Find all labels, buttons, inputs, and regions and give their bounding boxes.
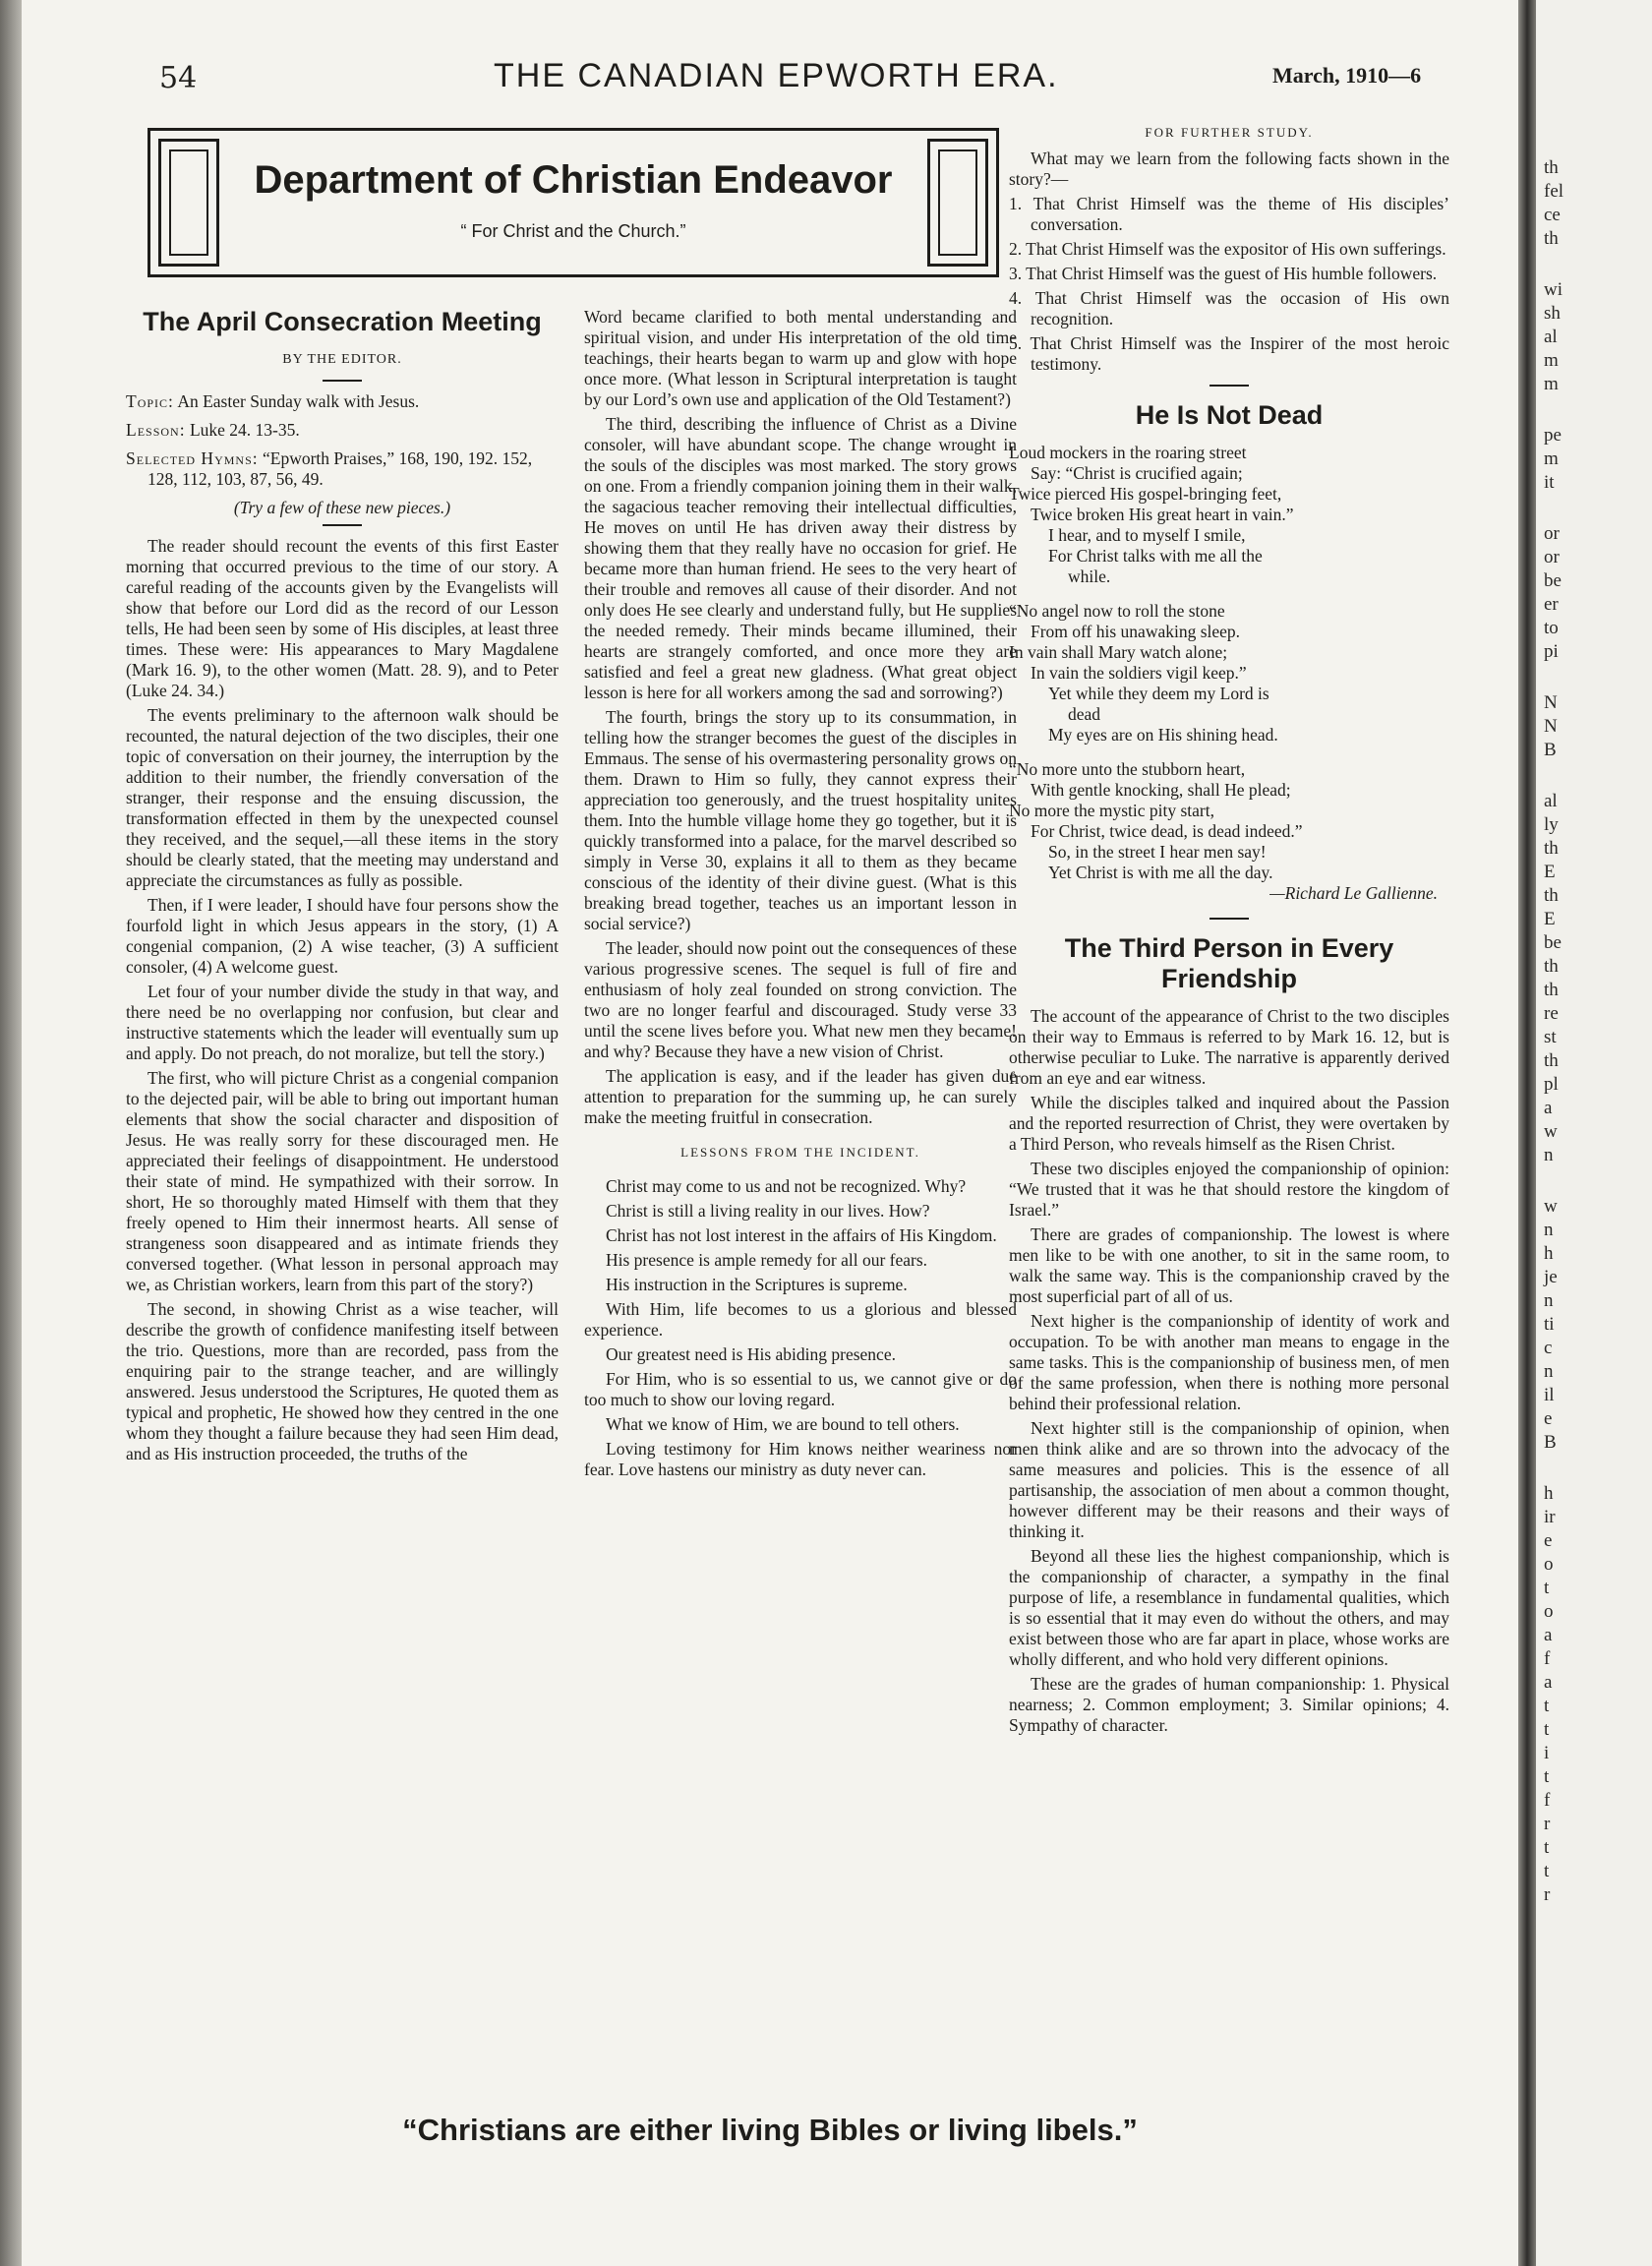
fragment-text: t	[1544, 1578, 1550, 1598]
scan-left-edge	[0, 0, 22, 2266]
poem-line: “No angel now to roll the stone	[1009, 601, 1225, 621]
fragment-text: B	[1544, 740, 1557, 760]
list-item: 1. That Christ Himself was the theme of His disciples’ conversation.	[1009, 194, 1449, 234]
fragment-text: or	[1544, 547, 1560, 567]
paragraph: The second, in showing Christ as a wise teacher, will describe the growth of confidence manifesting itself between the trio. Questions, more than are recorded, pass from the enquiring pair to the strange teacher, and are willingly answered. Jesus understood the Scriptures, He quoted them as typical and prophetic, He showed how they centred in the one whom they thought a failure because they had seen Him dead, and as His instruction proceeded, the truths of the	[126, 1299, 559, 1463]
department-motto: “ For Christ and the Church.”	[460, 221, 686, 241]
poem-body	[1009, 443, 1449, 904]
poem-line: For Christ talks with me all the	[1048, 546, 1263, 566]
fragment-text: st	[1544, 1027, 1557, 1047]
paragraph: The application is easy, and if the leader has given due attention to preparation for the summing up, he can surely make the meeting fruitful in consecration.	[584, 1066, 1017, 1127]
article-title-third-person: The Third Person in Every Friendship	[1064, 933, 1394, 993]
poem-line: Say: “Christ is crucified again;	[1031, 463, 1243, 483]
poem-line: Twice pierced His gospel-bringing feet,	[1009, 484, 1282, 504]
article-title-consecration: The April Consecration Meeting	[143, 307, 542, 336]
poem-title: He Is Not Dead	[1135, 400, 1324, 430]
fragment-text: fel	[1544, 181, 1564, 202]
lesson-item: Our greatest need is His abiding presence.	[606, 1344, 896, 1364]
paragraph: These two disciples enjoyed the companionship of opinion: “We trusted that it was he that should restore the kingdom of Israel.”	[1009, 1159, 1449, 1220]
fragment-text: m	[1544, 374, 1559, 394]
fragment-text: m	[1544, 448, 1559, 469]
column-2	[584, 307, 1017, 1484]
fragment-text: t	[1544, 1861, 1550, 1881]
poem-line: In vain shall Mary watch alone;	[1009, 642, 1228, 662]
poem-line: Yet while they deem my Lord is	[1048, 684, 1269, 703]
paragraph: Next highter still is the companionship of opinion, when men think alike and are so thrown into the advocacy of the same measures and policies. This is the essence of all partisanship, the association of men about a common thought, however different may be their reasons and their ways of thinking it.	[1009, 1418, 1449, 1541]
paragraph: These are the grades of human companionship: 1. Physical nearness; 2. Common employment; 3. Similar opinions; 4. Sympathy of character.	[1009, 1674, 1449, 1735]
fragment-text: th	[1544, 838, 1559, 859]
lesson-item: Christ is still a living reality in our lives. How?	[606, 1201, 930, 1221]
fragment-text: be	[1544, 932, 1562, 953]
poem-line: No more the mystic pity start,	[1009, 801, 1214, 820]
stanza-gap	[1009, 745, 1449, 759]
list-item: 2. That Christ Himself was the expositor of His own sufferings.	[1009, 239, 1446, 259]
lesson-item: Christ has not lost interest in the affairs of His Kingdom.	[606, 1225, 997, 1245]
lesson-line: Lesson: Luke 24. 13-35.	[126, 420, 300, 440]
page-number: 54	[159, 61, 198, 95]
divider	[1210, 385, 1249, 387]
fragment-text: th	[1544, 1050, 1559, 1071]
lesson-item: His presence is ample remedy for all our fears.	[606, 1250, 928, 1270]
poem-line: Yet Christ is with me all the day.	[1048, 863, 1273, 882]
paragraph: Next higher is the companionship of identity of work and occupation. To be with another man means to engage in the same tasks. This is the companionship of business men, of men of the same profession, when there is nothing more personal behind their professional relation.	[1009, 1311, 1449, 1413]
poem-line: From off his unawaking sleep.	[1031, 622, 1241, 641]
fragment-text: h	[1544, 1483, 1554, 1504]
fragment-text: N	[1544, 716, 1558, 737]
department-banner	[148, 128, 999, 277]
lessons-heading: LESSONS FROM THE INCIDENT.	[680, 1145, 920, 1160]
divider	[323, 380, 362, 382]
fragment-text: n	[1544, 1220, 1554, 1240]
paragraph: Word became clarified to both mental understanding and spiritual vision, and under His interpretation of the old time teachings, their hearts began to warm up and glow with hope once more. (What lesson in Scriptural interpretation is taught by our Lord’s own use and application of the Old Testament?)	[584, 307, 1017, 409]
fragment-text: h	[1544, 1243, 1554, 1264]
paragraph: The third, describing the influence of Christ as a Divine consoler, will have abundant scope. The change wrought in the souls of the disciples was most marked. The story grows on one. From a friendly companion joining them in their walk, the sagacious teacher removing their intellectual difficulties, He moves on until He has driven away their distress by showing them that they really have no occasion for grief. He became more than human friend. He sees to the very heart of their trouble and removes all cause of their disorder. And not only does He see clearly and understand fully, but He supplies the needed remedy. Their minds became illumined, their hearts are strangely comforted, and once more they are satisfied and feel a great new gladness. (What great object lesson is here for all workers among the sad and sorrowing?)	[584, 414, 1017, 702]
stanza-gap	[1009, 587, 1449, 601]
paragraph: Then, if I were leader, I should have four persons show the fourfold light in which Jesus appears in the story, (1) A congenial companion, (2) A wise teacher, (3) A sufficient consoler, (4) A welcome guest.	[126, 895, 559, 977]
fragment-text: e	[1544, 1530, 1553, 1551]
fragment-text: a	[1544, 1672, 1553, 1693]
fragment-text: o	[1544, 1601, 1554, 1622]
fragment-text: ti	[1544, 1314, 1555, 1335]
fragment-text: th	[1544, 956, 1559, 977]
fragment-text: or	[1544, 523, 1560, 544]
fragment-text: t	[1544, 1719, 1550, 1740]
lesson-item: Christ may come to us and not be recognized. Why?	[606, 1176, 967, 1196]
byline: BY THE EDITOR.	[282, 352, 402, 367]
paragraph: While the disciples talked and inquired about the Passion and the reported resurrection of Christ, they were overtaken by a Third Person, who reveals himself as the Risen Christ.	[1009, 1093, 1449, 1154]
fragment-text: o	[1544, 1554, 1554, 1575]
fragment-text: be	[1544, 570, 1562, 591]
footer-quote: “Christians are either living Bibles or living libels.”	[402, 2113, 1138, 2147]
list-item: 4. That Christ Himself was the occasion of His own recognition.	[1009, 288, 1449, 328]
poem-author: —Richard Le Gallienne.	[1269, 883, 1438, 903]
fragment-text: pl	[1544, 1074, 1559, 1095]
fragment-text: n	[1544, 1145, 1554, 1165]
paragraph: The events preliminary to the afternoon walk should be recounted, the natural dejection of the two disciples, their one topic of conversation on their journey, the interruption by the addition to their number, the friendly conversation of the stranger, their response and the ensuing discussion, the transformation effected in them by the unexpected counsel they received, and the sequel,—all these items in the story should be clearly stated, that the meeting may understand and appreciate the circumstances as fully as possible.	[126, 705, 559, 890]
poem-line: Twice broken His great heart in vain.”	[1031, 505, 1294, 524]
fragment-text: sh	[1544, 303, 1561, 324]
fragment-text: B	[1544, 1432, 1557, 1453]
fragment-text: a	[1544, 1625, 1553, 1645]
fragment-text: th	[1544, 228, 1559, 249]
fragment-text: th	[1544, 885, 1559, 906]
poem-line: I hear, and to myself I smile,	[1048, 525, 1246, 545]
fragment-text: f	[1544, 1648, 1551, 1669]
paragraph: The leader, should now point out the consequences of these various progressive scenes. The sequel is full of fire and enthusiasm of holy zeal founded on strong conviction. The two are no longer fearful and discouraged. Study verse 33 until the scene lives before you. What new men they became! and why? Because they have a new vision of Christ.	[584, 938, 1017, 1061]
fragment-text: il	[1544, 1385, 1555, 1405]
further-study-heading: FOR FURTHER STUDY.	[1145, 125, 1314, 140]
hymns-note: (Try a few of these new pieces.)	[233, 498, 451, 517]
fragment-text: e	[1544, 1408, 1553, 1429]
book-gutter	[1518, 0, 1536, 2266]
poem-line: dead	[1068, 704, 1101, 724]
lesson-item: With Him, life becomes to us a glorious and blessed experience.	[584, 1299, 1017, 1340]
fragment-text: al	[1544, 327, 1558, 347]
paragraph: The reader should recount the events of this first Easter morning that occurred previous to the time of our story. A careful reading of the accounts given by the Evangelists will show that before our Lord did as the record of our Lesson tells, He had been seen by some of His disciples, at least three times. These were: His appearances to Mary Magdalene (Mark 16. 9), to the other women (Matt. 28. 9), and to Peter (Luke 24. 34.)	[126, 536, 559, 700]
paragraph: Beyond all these lies the highest companionship, which is the companionship of character, a sympathy in the final purpose of life, a resemblance in fundamental qualities, which is so essential that it may even do without the others, and may exist between those who are far apart in place, whose works are wholly different, and who hold very different opinions.	[1009, 1546, 1449, 1669]
lesson-item: His instruction in the Scriptures is supreme.	[606, 1275, 908, 1294]
fragment-text: a	[1544, 1098, 1553, 1118]
topic-line: Topic: An Easter Sunday walk with Jesus.	[126, 391, 420, 411]
list-item: 3. That Christ Himself was the guest of His humble followers.	[1009, 264, 1438, 283]
further-study-list	[1009, 194, 1449, 375]
hymns-line: Selected Hymns: “Epworth Praises,” 168, 190, 192. 152, 128, 112, 103, 87, 56, 49.	[126, 448, 533, 489]
paragraph: Let four of your number divide the study in that way, and there need be no overlapping nor confusion, but clear and instructive statements which the leader will eventually sum up and apply. Do not preach, do not moralize, but tell the story.)	[126, 982, 559, 1063]
poem-line: Loud mockers in the roaring street	[1009, 443, 1247, 462]
fragment-text: n	[1544, 1290, 1554, 1311]
fragment-text: pe	[1544, 425, 1562, 446]
fragment-text: n	[1544, 1361, 1554, 1382]
fragment-text: E	[1544, 862, 1556, 882]
fragment-text: re	[1544, 1003, 1559, 1024]
fragment-text: ly	[1544, 814, 1559, 835]
adjacent-page-fragment	[1536, 0, 1652, 2266]
column-3	[1009, 122, 1449, 1740]
paragraph: The fourth, brings the story up to its consummation, in telling how the stranger becomes the guest of the disciples in Emmaus. The sense of his overmastering personality grows on them. Drawn to Him so fully, they cannot express their appreciation too generously, and the truest hospitality unites them. Into the humble village home they go together, but it is quickly transformed into a palace, for the marvel described so simply in Verse 30, explains it all to them as they became conscious of the identity of their divine guest. (What is this breaking bread together, teaches us an important lesson in social service?)	[584, 707, 1017, 933]
lesson-item: What we know of Him, we are bound to tell others.	[606, 1414, 960, 1434]
fragment-text: r	[1544, 1814, 1551, 1834]
fragment-text: ir	[1544, 1507, 1556, 1527]
poem-line: while.	[1068, 566, 1111, 586]
poem-line: In vain the soldiers vigil keep.”	[1031, 663, 1247, 683]
fragment-text: to	[1544, 618, 1559, 638]
fragment-text: th	[1544, 980, 1559, 1000]
fragment-text: r	[1544, 1884, 1551, 1905]
poem-line: So, in the street I hear men say!	[1048, 842, 1267, 862]
list-item: 5. That Christ Himself was the Inspirer of the most heroic testimony.	[1009, 333, 1449, 374]
fragment-text: i	[1544, 1743, 1550, 1763]
fragment-text: w	[1544, 1196, 1558, 1217]
fragment-text: je	[1544, 1267, 1558, 1287]
poem-line: “No more unto the stubborn heart,	[1009, 759, 1246, 779]
fragment-text: w	[1544, 1121, 1558, 1142]
poem-line: With gentle knocking, shall He plead;	[1031, 780, 1291, 800]
further-study-intro: What may we learn from the following facts shown in the story?—	[1009, 149, 1449, 189]
poem-line: My eyes are on His shining head.	[1048, 725, 1278, 745]
masthead-title: THE CANADIAN EPWORTH ERA.	[494, 57, 1059, 94]
lesson-item: Loving testimony for Him knows neither weariness nor fear. Love hastens our ministry as duty never can.	[584, 1439, 1017, 1479]
paragraph: The first, who will picture Christ as a congenial companion to the dejected pair, will be able to bring out important human elements that show the social character and disposition of Jesus. He was really sorry for these discouraged men. He appreciated their feelings of disappointment. He understood their state of mind. He sympathized with their sorrow. In short, He so thoroughly mated Himself with them that they freely opened to Him their innermost hearts. All sense of strangeness soon disappeared and as intimate friends they conversed together. (What lesson in personal approach may we, as Christian workers, learn from this part of the story?)	[126, 1068, 559, 1294]
paragraph: The account of the appearance of Christ to the two disciples on their way to Emmaus is referred to by Mark 16. 12, but is otherwise peculiar to Luke. The narrative is apparently derived from an eye and ear witness.	[1009, 1006, 1449, 1088]
column-1	[126, 307, 559, 1468]
fragment-text: it	[1544, 472, 1555, 493]
fragment-text: m	[1544, 350, 1559, 371]
fragment-text: th	[1544, 157, 1559, 178]
fragment-text: t	[1544, 1837, 1550, 1858]
divider	[1210, 918, 1249, 920]
magazine-page	[22, 0, 1518, 2266]
department-title: Department of Christian Endeavor	[254, 158, 893, 202]
poem-line: For Christ, twice dead, is dead indeed.”	[1031, 821, 1303, 841]
fragment-text: c	[1544, 1338, 1553, 1358]
fragment-text: t	[1544, 1766, 1550, 1787]
issue-date: March, 1910—6	[1272, 63, 1422, 88]
fragment-text: er	[1544, 594, 1559, 615]
fragment-text: E	[1544, 909, 1556, 929]
fragment-text: ce	[1544, 205, 1561, 225]
fragment-text: t	[1544, 1696, 1550, 1716]
fragment-text: pi	[1544, 641, 1559, 662]
fragment-text: al	[1544, 791, 1558, 811]
fragment-text: f	[1544, 1790, 1551, 1811]
divider	[323, 524, 362, 526]
paragraph: There are grades of companionship. The lowest is where men like to be with one another, to sit in the same room, to walk the same way. This is the companionship craved by the most superficial part of all of us.	[1009, 1224, 1449, 1306]
fragment-text: wi	[1544, 279, 1563, 300]
lesson-item: For Him, who is so essential to us, we cannot give or do too much to show our loving regard.	[584, 1369, 1017, 1409]
fragment-text: N	[1544, 692, 1558, 713]
